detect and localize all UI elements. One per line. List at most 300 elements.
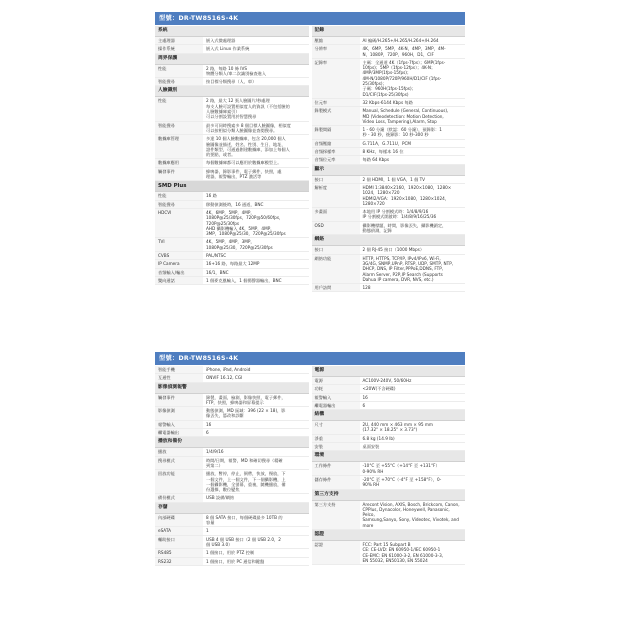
spec-row: [155, 407, 309, 421]
spec-value: [360, 377, 466, 384]
spec-label: 雙向通話: [155, 277, 203, 284]
model-header: 型號：DR-TW8516S-4K: [155, 12, 465, 25]
spec-value-line: Arecont Vision, AXIS, Bosch, Brickcom, Canon,: [362, 501, 460, 507]
spec-value-line: 1080P@25/30，720P@25/30fps: [206, 244, 273, 250]
spec-label: 音頻壓縮: [312, 140, 360, 147]
spec-value-line: 16+16 路，每路最大 12MP: [206, 261, 260, 267]
spec-value: [360, 385, 466, 392]
spec-value-line: 份選擇，數位變焦: [206, 487, 240, 493]
spec-label: 影像偵測: [155, 407, 203, 420]
spec-value-line: 本地用 IP 分割模式時：1/4/8/9/16: [362, 209, 429, 215]
spec-value: [203, 201, 309, 208]
spec-value-line: CE-EMC: EN 61000-3-2, EN 61000-3-3,: [362, 552, 444, 558]
section-heading: 記錄: [312, 26, 466, 37]
spec-label: 錄製模式: [312, 107, 360, 125]
spec-row: [155, 168, 309, 182]
spec-value-line: 理器，報警輸出，PTZ 激活等: [206, 174, 262, 180]
spec-label: 儲存條件: [312, 476, 360, 489]
section-heading: 結構: [312, 410, 466, 421]
spec-row: [155, 122, 309, 136]
spec-row: [155, 527, 309, 535]
spec-value-line: 人臉數據庫索引）: [206, 109, 240, 115]
spec-value-line: 8 KHz，每樣本 16 位: [362, 149, 404, 155]
spec-value-line: 16 路: [206, 193, 217, 199]
spec-label: 性能: [155, 192, 203, 199]
spec-value-line: 3MP，1080P@25/30，720P@25/30fps: [206, 231, 286, 237]
spec-value: [360, 222, 466, 235]
spec-label: 智能搜尋: [155, 122, 203, 135]
spec-row: [155, 549, 309, 557]
spec-label: 回放功能: [155, 470, 203, 493]
spec-value: [203, 421, 309, 428]
spec-label: HDCVI: [155, 209, 203, 237]
spec-value-line: MD (Videodetection: Motion Detection,: [362, 113, 444, 119]
spec-row: [155, 494, 309, 502]
spec-value: [360, 284, 466, 291]
spec-row: [312, 385, 466, 393]
spec-label: 淨重: [312, 435, 360, 442]
spec-value-line: 16: [362, 394, 368, 400]
spec-value-line: G.711A，G.711U，PCM: [362, 140, 412, 146]
spec-row: [312, 402, 466, 410]
spec-label: IP Camera: [155, 260, 203, 267]
spec-value-line: 16: [206, 421, 212, 427]
section-heading: 人臉識別: [155, 86, 309, 97]
spec-label: 內部硬碟: [155, 514, 203, 527]
spec-value-line: 動態偵測，MD 區域：396 (22 × 18)，影: [206, 408, 286, 414]
spec-value-line: CE: CE-LVD: EN 60950-1/IEC 60950-1: [362, 547, 441, 553]
spec-row: [312, 156, 466, 164]
spec-row: [155, 260, 309, 268]
spec-value-line: 32 Kbps-6144 Kbps 每路: [362, 99, 413, 105]
spec-value-line: 25/30fps)；: [362, 81, 387, 87]
spec-value: [360, 37, 466, 44]
spec-value: [203, 494, 309, 501]
section-heading: 播放和備份: [155, 437, 309, 448]
spec-label: 智能手機: [155, 366, 203, 373]
spec-label: 記錄率: [312, 59, 360, 98]
spec-value: [360, 443, 466, 450]
spec-value-line: 4K，6MP，5MP，4K-N，4MP，3MP，4M-: [362, 46, 446, 52]
spec-label: 觸發事件: [155, 394, 203, 407]
spec-row: [155, 514, 309, 528]
spec-value-line: DHCP, DNS, IP Filter,PPPoE,DDNS, FTP,: [362, 266, 444, 272]
spec-value-line: 錄製，畫面，檢測，影像快照，電子郵件，: [206, 394, 286, 400]
section-heading: 認證: [312, 530, 466, 541]
spec-value: [360, 435, 466, 442]
spec-label: CVBS: [155, 252, 203, 259]
spec-value-line: 16/1，BNC: [206, 269, 229, 275]
spec-value-line: 臉圖像並描述，姓名、性別、生日、地址、: [206, 141, 286, 147]
spec-label: 安裝: [312, 443, 360, 450]
spec-row: [155, 78, 309, 86]
section-heading: 周界保護: [155, 54, 309, 65]
spec-sheet-page-2: [155, 352, 465, 566]
spec-row: [155, 201, 309, 209]
section-heading: 顯示: [312, 165, 466, 176]
spec-label: 報警輸入: [312, 394, 360, 401]
spec-row: [155, 192, 309, 200]
spec-value: [360, 107, 466, 125]
spec-label: 繼電器輸出: [312, 402, 360, 409]
spec-value: [203, 536, 309, 549]
spec-value-line: 每個數據庫都可以應用於數據庫模型上。: [206, 160, 282, 166]
spec-label: 解析度: [312, 184, 360, 207]
spec-value-line: 按目標分類搜尋（人、車）: [206, 79, 257, 85]
spec-value: [203, 366, 309, 373]
spec-column-left: [155, 26, 309, 292]
spec-value-line: 的要點，或者。: [206, 152, 236, 158]
spec-row: [155, 277, 309, 285]
spec-value: [360, 148, 466, 155]
spec-label: 主處理器: [155, 37, 203, 44]
spec-value: [203, 97, 309, 120]
spec-row: [312, 476, 466, 490]
spec-value-line: 可以分割設置用於智慧搜尋: [206, 114, 257, 120]
spec-value-line: 6: [362, 402, 366, 408]
spec-value: [203, 135, 309, 158]
spec-value: [360, 99, 466, 106]
spec-row: [155, 429, 309, 437]
spec-value: [360, 246, 466, 253]
spec-label: 性能: [155, 97, 203, 120]
spec-value: [203, 65, 309, 78]
spec-value-line: 桌面安裝: [362, 444, 380, 450]
spec-value-line: FCC: Part 15 Subpart B: [362, 542, 411, 548]
spec-value-line: EN 55032, EN50130, EN 55024: [362, 557, 428, 563]
spec-value: [203, 457, 309, 470]
spec-value-line: 0-90% RH: [362, 468, 384, 474]
spec-value-line: 時間/日期，報警，MD 和確切搜尋（精確: [206, 457, 283, 463]
spec-value-line: 1: [206, 528, 209, 534]
spec-value-line: 嵌入式 Linux 作業系統: [206, 46, 250, 52]
spec-value-line: Alarm Server, P2P,IP Search (Supports: [362, 271, 443, 277]
spec-row: [155, 37, 309, 45]
spec-row: [155, 558, 309, 566]
spec-label: 數據庫應用: [155, 159, 203, 166]
spec-value: [203, 159, 309, 166]
spec-row: [312, 443, 466, 451]
spec-value-line: HDMI2/VGA：1920×1080，1280×1024，: [362, 195, 449, 201]
spec-value-line: 1280×720: [362, 200, 385, 206]
section-heading: 系統: [155, 26, 309, 37]
spec-row: [155, 269, 309, 277]
spec-label: TVI: [155, 238, 203, 251]
spec-row: [312, 394, 466, 402]
spec-value-line: 容量: [206, 520, 215, 526]
spec-value-line: 一個文件，上一個文件，下一個攝影機，上: [206, 476, 286, 482]
spec-value-line: 90% RH: [362, 482, 380, 488]
spec-row: [312, 184, 466, 208]
spec-value: [203, 514, 309, 527]
section-heading: 電源: [312, 366, 466, 377]
spec-value: [203, 527, 309, 534]
spec-value: [203, 448, 309, 455]
spec-label: 智能搜尋: [155, 201, 203, 208]
spec-value-line: 1/4/9/16: [206, 449, 224, 455]
spec-value-line: ONVIF 16.12, CGI: [206, 375, 243, 381]
spec-label: RS485: [155, 549, 203, 556]
spec-value-line: AHD 攝影機輸入 4K，5MP，4MP，: [206, 225, 275, 231]
spec-value-line: (17.32" × 18.25" × 3.73"): [362, 427, 418, 433]
spec-value-line: USB 4 個 USB 接口（2 個 USB 2.0，2: [206, 536, 281, 542]
spec-value-line: 每路 64 Kbps: [362, 157, 390, 163]
spec-value-line: 2 路，最大 12 張人臉圖片/秒處理: [206, 98, 270, 104]
spec-value: [203, 37, 309, 44]
spec-value-line: <20W(不含硬碟): [362, 386, 396, 392]
spec-row: [155, 448, 309, 456]
spec-value-line: 8 個 SATA 接口，每個硬碟最多 10TB 的: [206, 514, 283, 520]
spec-label: 輔助接口: [155, 536, 203, 549]
spec-value: [203, 168, 309, 181]
spec-label: 網絡功能: [312, 255, 360, 283]
spec-value-line: 一個攝影機，全螢幕，重複，隨機播放，備: [206, 481, 286, 487]
spec-value-line: -10°C 至 +55°C（+14°F 至 +131°F）: [362, 463, 440, 469]
spec-value-line: 像丟失，篡改和診斷: [206, 413, 244, 419]
section-heading: 環境: [312, 451, 466, 462]
spec-value-line: 2 個 HDMI，1 個 VGA，1 個 TV: [362, 176, 426, 182]
spec-value-line: 2U, 440 mm × 463 mm × 95 mm: [362, 422, 434, 428]
spec-value: [203, 558, 309, 565]
section-heading: SMD Plus: [155, 181, 309, 192]
spec-value-line: 秒 - 30 秒，後錄影：10 秒-300 秒: [362, 132, 429, 138]
spec-row: [155, 238, 309, 252]
spec-value-line: 1 個麥克風輸入，1 個揚聲器輸出，BNC: [206, 277, 282, 283]
spec-label: 用戶訪問: [312, 284, 360, 291]
spec-value-line: 1 個接口，用於 PC 通信和鍵盤: [206, 558, 265, 564]
spec-value-line: 3G/4G, SNMP,UPnP, RTSP, UDP, SMTP, NTP,: [362, 260, 454, 266]
spec-value: [203, 549, 309, 556]
section-heading: 第三方支持: [312, 490, 466, 501]
spec-value: [203, 277, 309, 284]
spec-row: [155, 209, 309, 238]
spec-value-line: 到第二）: [206, 462, 223, 468]
spec-value-line: 每支人臉可設置相似度人的資訊（不包括臉的: [206, 103, 290, 109]
spec-row: [155, 45, 309, 53]
spec-value-line: 移動偵測後時，16 通道，BNC: [206, 201, 264, 207]
spec-value-line: 證件類型，可通過創建數據庫，添加上每個人: [206, 146, 290, 152]
spec-row: [312, 462, 466, 476]
spec-value-line: 1080P@25/30fps，720P@50/60fps，: [206, 215, 284, 221]
spec-label: 錄製間隔: [312, 126, 360, 139]
spec-value-line: 4K，6MP，5MP，4MP，: [206, 209, 255, 215]
spec-label: 電源: [312, 377, 360, 384]
spec-row: [155, 457, 309, 471]
spec-value-line: 播放，暫停，停止，倒帶，快放，慢放，下: [206, 471, 286, 477]
spec-value-line: 最多可同時搜索多 8 個目標人臉圖像，相似度: [206, 122, 291, 128]
spec-label: 音頻輸入/輸出: [155, 269, 203, 276]
spec-row: [312, 59, 466, 99]
spec-value: [360, 140, 466, 147]
spec-label: eSATA: [155, 527, 203, 534]
spec-label: 繼電器輸出: [155, 429, 203, 436]
spec-value-line: 子碼：960H(1fps-15fps)；: [362, 86, 416, 92]
spec-row: [312, 421, 466, 435]
spec-value: [203, 269, 309, 276]
spec-value-line: 1 個接口，用於 PTZ 控制: [206, 550, 255, 556]
spec-label: 備份模式: [155, 494, 203, 501]
spec-value-line: 4K，5MP，4MP，3MP，: [206, 239, 255, 245]
spec-label: 互通性: [155, 374, 203, 381]
spec-label: 操作系統: [155, 45, 203, 52]
spec-row: [312, 45, 466, 59]
spec-row: [312, 435, 466, 443]
spec-label: 功耗: [312, 385, 360, 392]
spec-value: [360, 208, 466, 221]
spec-value-line: IP 分割模式開啟時：1/4/8/9/16/25/36: [362, 214, 437, 220]
spec-value-line: HTTP, HTTPS, TCP/IP, IPv4/IPv6, Wi-Fi,: [362, 255, 441, 261]
spec-value-line: 128: [362, 285, 371, 291]
spec-value-line: N，1080P，720P，960H，D1，CIF: [362, 51, 434, 57]
spec-row: [312, 99, 466, 107]
spec-value-line: 動態偵測，記錄: [362, 228, 392, 234]
spec-row: [312, 37, 466, 45]
spec-label: 搜尋模式: [155, 457, 203, 470]
spec-label: 智能搜尋: [155, 78, 203, 85]
spec-value-line: 6: [206, 430, 209, 436]
spec-row: [155, 159, 309, 167]
spec-row: [155, 421, 309, 429]
spec-value-line: Video Loss, Tampering),Alarm, Stop: [362, 118, 437, 124]
spec-value-line: 2 路，每路 10 條 IVS: [206, 65, 248, 71]
section-heading: 影像偵測報警: [155, 383, 309, 394]
spec-value: [203, 192, 309, 199]
spec-row: [155, 135, 309, 159]
spec-value-line: 主碼：全通道 4K（1fps-7fps）；6MP(1fps-: [362, 59, 446, 65]
spec-label: 音頻採樣率: [312, 148, 360, 155]
spec-value: [360, 421, 466, 434]
spec-row: [312, 140, 466, 148]
spec-value-line: USB 設備/網絡: [206, 495, 235, 501]
spec-value-line: Dahua IP camera, DVR, NVS, etc.): [362, 276, 434, 282]
spec-label: 觸發事件: [155, 168, 203, 181]
spec-value-line: Samsung,Sanyo, Sony, Videotec, Vivotek, and more: [362, 517, 459, 528]
spec-row: [312, 246, 466, 254]
spec-row: [155, 65, 309, 79]
spec-label: OSD: [312, 222, 360, 235]
spec-value-line: HDMI 1:3840×2160，1920×1080，1280×: [362, 184, 452, 190]
spec-value-line: 物體分類人/車二次識別檢查進入: [206, 70, 267, 76]
spec-label: 數據庫管理: [155, 135, 203, 158]
spec-value-line: 嵌入式微處理器: [206, 38, 236, 43]
spec-value: [203, 209, 309, 237]
spec-value-line: 可以按相似分類人臉圖像並查閱搜尋。: [206, 127, 278, 133]
spec-sheet-page-1: [155, 12, 465, 292]
spec-row: [155, 374, 309, 382]
spec-value: [203, 78, 309, 85]
spec-value-line: 4M-N/1080P/720P/960H/D1/CIF (1fps-: [362, 75, 442, 81]
section-heading: 存儲: [155, 503, 309, 514]
spec-label: 位元率: [312, 99, 360, 106]
spec-label: 報警輸入: [155, 421, 203, 428]
spec-row: [312, 148, 466, 156]
spec-label: 播放: [155, 448, 203, 455]
spec-label: 分辨率: [312, 45, 360, 58]
spec-value-line: 多達 10 個人臉數據庫，包含 20,000 個人: [206, 136, 286, 142]
spec-value: [360, 45, 466, 58]
spec-row: [155, 366, 309, 374]
spec-row: [312, 501, 466, 530]
spec-value: [203, 45, 309, 52]
spec-column-left: [155, 366, 309, 566]
spec-row: [312, 541, 466, 565]
spec-label: RS232: [155, 558, 203, 565]
spec-value: [203, 122, 309, 135]
spec-row: [312, 222, 466, 236]
spec-value: [360, 255, 466, 283]
spec-label: 多畫面: [312, 208, 360, 221]
spec-label: 接口: [312, 246, 360, 253]
spec-row: [155, 252, 309, 260]
spec-row: [155, 97, 309, 121]
spec-value: [360, 394, 466, 401]
spec-value-line: 10fps)；5MP（1fps-12fps）；4K-N；: [362, 65, 436, 71]
spec-value-line: D1/CIF(1fps-25/30fps): [362, 91, 409, 97]
spec-value: [360, 402, 466, 409]
spec-value: [203, 470, 309, 493]
spec-value-line: AI 編碼/H.265+/H.265/H.264+/H.264: [362, 38, 439, 43]
spec-row: [312, 208, 466, 222]
spec-value-line: 攝影機標題，時間，影像丟失，攝影機鎖定，: [362, 222, 447, 228]
spec-label: 性能: [155, 65, 203, 78]
spec-row: [312, 126, 466, 140]
spec-row: [312, 107, 466, 126]
spec-value-line: PAL/NTSC: [206, 253, 227, 259]
section-heading: 網絡: [312, 235, 466, 246]
spec-value: [360, 126, 466, 139]
spec-row: [312, 255, 466, 284]
spec-value: [203, 238, 309, 251]
spec-value-line: 1 - 60 分鐘（默認：60 分鐘），預錄影：1: [362, 127, 442, 133]
spec-value-line: 1024，1280×720: [362, 190, 400, 196]
spec-value-line: iPhone, iPad, Android: [206, 367, 251, 372]
spec-label: 音頻位元率: [312, 156, 360, 163]
spec-value: [360, 476, 466, 489]
spec-value: [360, 59, 466, 98]
spec-value-line: Manual, Schedule (General, Continuous),: [362, 108, 449, 114]
spec-value-line: FTP，快照，蜂鳴器和屏幕提示: [206, 399, 264, 405]
spec-label: 第三方支持: [312, 501, 360, 529]
spec-row: [155, 470, 309, 494]
spec-column-right: [312, 26, 466, 292]
spec-value-line: 蜂鳴器，錄影事件，電子郵件，快照，處: [206, 168, 282, 174]
spec-row: [312, 284, 466, 292]
spec-value: [360, 184, 466, 207]
spec-value-line: 6.8 kg (14.9 lb): [362, 435, 395, 441]
spec-value: [360, 541, 466, 564]
spec-value: [203, 260, 309, 267]
spec-value-line: 2 個 RJ-45 接口（1000 Mbps）: [362, 247, 425, 253]
spec-column-right: [312, 366, 466, 566]
spec-value: [360, 501, 466, 529]
spec-value: [203, 394, 309, 407]
spec-value: [360, 156, 466, 163]
spec-row: [155, 394, 309, 408]
spec-label: 壓縮: [312, 37, 360, 44]
spec-value-line: 4MP/3MP(1fps-15fps)；: [362, 70, 412, 76]
spec-value: [203, 429, 309, 436]
spec-label: 接口: [312, 176, 360, 183]
spec-value: [360, 176, 466, 183]
spec-label: 工作條件: [312, 462, 360, 475]
spec-value-line: 720P@25/30fps: [206, 220, 240, 226]
spec-row: [312, 377, 466, 385]
spec-label: 認證: [312, 541, 360, 564]
spec-label: 尺寸: [312, 421, 360, 434]
spec-value: [203, 407, 309, 420]
spec-value-line: 個 USB 3.0）: [206, 541, 233, 547]
spec-value: [360, 462, 466, 475]
